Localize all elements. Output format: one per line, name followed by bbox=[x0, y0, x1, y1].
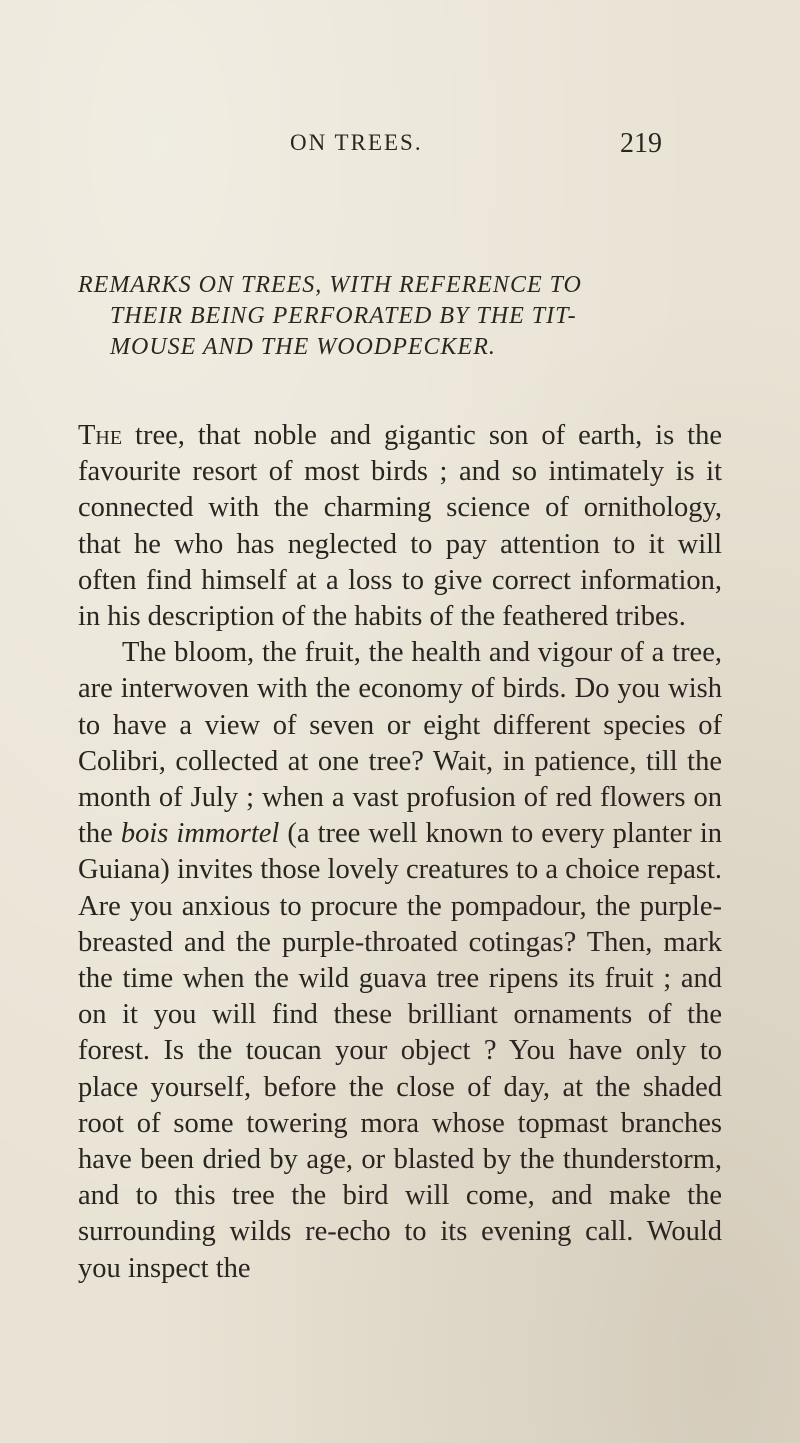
running-head: ON TREES. bbox=[290, 130, 423, 155]
chapter-title-line-3: MOUSE AND THE WOODPECKER. bbox=[110, 334, 496, 360]
paragraph-1-text: tree, that noble and gigantic son of earth, is the favourite resort of most birds ; and so intimately is it connected with the charming science of ornithology, that he who has neglected to pay attention to it will often find himself at a loss to give correct information, in his description of the habits of the feathered tribes. bbox=[78, 420, 722, 633]
chapter-title bbox=[78, 270, 718, 363]
body-text bbox=[78, 418, 722, 1287]
paragraph-2-italic-term: bois immortel bbox=[120, 818, 280, 850]
page-number: 219 bbox=[620, 128, 662, 159]
paragraph-2-text-a: The bloom, the fruit, the health and vigour of a tree, are interwoven with the economy of birds. Do you wish to have a view of seven or eight different species of Colibri, collected at one tree? Wait, in patience, till the month of July ; when a vast profusion of red flowers on the bbox=[78, 637, 722, 850]
paragraph-1-lead: The bbox=[78, 420, 123, 451]
paragraph-2-text-b: (a tree well known to every planter in Guiana) invites those lovely creatures to a choice repast. Are you anxious to procure the pompadour, the purple-breasted and the purple-throated cotingas? Then, mark the time when the wild guava tree ripens its fruit ; and on it you will find these brilliant ornaments of the forest. Is the toucan your object ? You have only to place yourself, before the close of day, at the shaded root of some towering mora whose topmast branches have been dried by age, or blasted by the thunderstorm, and to this tree the bird will come, and make the surrounding wilds re-echo to its evening call. Would you inspect the bbox=[78, 818, 722, 1284]
chapter-title-line-1: REMARKS ON TREES, WITH REFERENCE TO bbox=[78, 272, 582, 298]
chapter-title-line-2: THEIR BEING PERFORATED BY THE TIT- bbox=[110, 303, 577, 329]
paragraph-1 bbox=[78, 418, 722, 635]
paragraph-2 bbox=[78, 635, 722, 1287]
